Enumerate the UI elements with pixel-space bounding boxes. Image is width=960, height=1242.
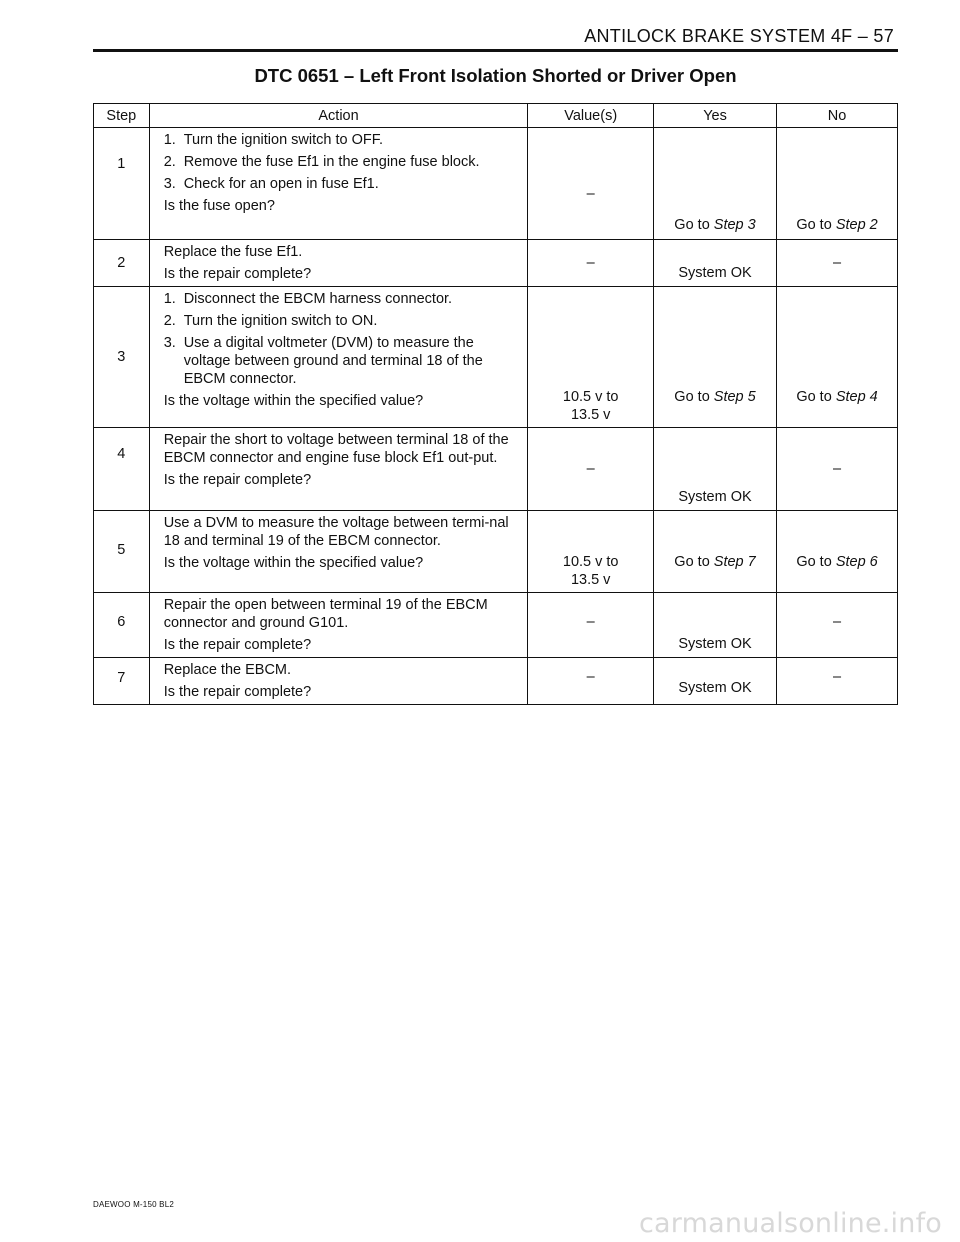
- column-header-values: Value(s): [528, 104, 654, 128]
- yes-cell: [653, 240, 776, 287]
- no-cell: [777, 287, 898, 428]
- yes-cell: [653, 593, 776, 658]
- step-cell: [94, 428, 150, 511]
- value-cell: [528, 128, 654, 240]
- step-cell: [94, 287, 150, 428]
- table-row-step-6: [94, 593, 898, 658]
- watermark-text: carmanualsonline.info: [639, 1208, 942, 1239]
- yes-cell: [653, 658, 776, 705]
- step-number: 4: [117, 446, 126, 462]
- action-question: Is the repair complete?: [163, 637, 312, 653]
- no-cell: [777, 593, 898, 658]
- column-header-yes: Yes: [653, 104, 776, 128]
- action-cell: [149, 593, 528, 658]
- value-text: –: [586, 461, 595, 477]
- table-header-row: [94, 104, 898, 128]
- yes-text: System OK: [678, 680, 752, 696]
- action-question: Is the voltage within the specified value?: [163, 393, 424, 409]
- action-cell: [149, 658, 528, 705]
- step-cell: [94, 128, 150, 240]
- no-text: –: [832, 669, 842, 685]
- action-item: 2. Turn the ignition switch to ON.: [163, 313, 378, 329]
- yes-goto: Go to Step 7: [674, 554, 756, 570]
- table-row-step-2: [94, 240, 898, 287]
- action-text: Repair the open between terminal 19 of the EBCM connector and ground G101.: [163, 597, 488, 631]
- no-cell: [777, 240, 898, 287]
- value-cell: [528, 240, 654, 287]
- table-row-step-4: [94, 428, 898, 511]
- action-item: 1. Turn the ignition switch to OFF.: [163, 132, 384, 148]
- no-text: –: [832, 461, 842, 477]
- step-cell: [94, 658, 150, 705]
- action-text: Repair the short to voltage between terminal 18 of the EBCM connector and engine fuse block Ef1 out-put.: [163, 432, 509, 466]
- value-cell: [528, 658, 654, 705]
- document-code: DAEWOO M-150 BL2: [93, 1200, 175, 1209]
- action-cell: [149, 240, 528, 287]
- diagnostic-table: [93, 103, 898, 705]
- value-text: 10.5 v to 13.5 v: [562, 389, 619, 423]
- value-text: –: [586, 614, 595, 630]
- action-item: 3. Use a digital voltmeter (DVM) to measure the voltage between ground and terminal 18 of the EBCM connector.: [163, 335, 483, 387]
- action-question: Is the voltage within the specified value?: [163, 555, 424, 571]
- action-cell: [149, 511, 528, 593]
- step-number: 6: [117, 614, 126, 630]
- table-row-step-1: [94, 128, 898, 240]
- step-number: 2: [117, 255, 126, 271]
- action-question: Is the fuse open?: [163, 198, 275, 214]
- value-text: –: [586, 255, 595, 271]
- yes-text: System OK: [678, 265, 752, 281]
- no-text: –: [832, 614, 842, 630]
- no-goto: Go to Step 6: [796, 554, 878, 570]
- no-cell: [777, 658, 898, 705]
- action-question: Is the repair complete?: [163, 684, 312, 700]
- action-item: 1. Disconnect the EBCM harness connector.: [163, 291, 453, 307]
- no-cell: [777, 128, 898, 240]
- no-cell: [777, 428, 898, 511]
- step-number: 7: [117, 670, 126, 686]
- value-text: –: [586, 669, 595, 685]
- no-goto: Go to Step 4: [796, 389, 878, 405]
- yes-goto: Go to Step 5: [674, 389, 756, 405]
- action-cell: [149, 428, 528, 511]
- value-cell: [528, 511, 654, 593]
- value-text: 10.5 v to 13.5 v: [562, 554, 619, 588]
- action-cell: [149, 287, 528, 428]
- table-row-step-3: [94, 287, 898, 428]
- yes-text: System OK: [678, 489, 752, 505]
- value-text: –: [586, 186, 595, 202]
- column-header-step: Step: [94, 104, 150, 128]
- action-text: Replace the EBCM.: [163, 662, 292, 678]
- value-cell: [528, 287, 654, 428]
- step-number: 5: [117, 542, 126, 558]
- step-cell: [94, 240, 150, 287]
- table-row-step-7: [94, 658, 898, 705]
- action-item: 3. Check for an open in fuse Ef1.: [163, 176, 379, 192]
- yes-cell: [653, 287, 776, 428]
- header-rule: [93, 49, 898, 52]
- action-question: Is the repair complete?: [163, 472, 312, 488]
- yes-cell: [653, 511, 776, 593]
- column-header-action: Action: [149, 104, 528, 128]
- yes-goto: Go to Step 3: [674, 217, 756, 233]
- step-number: 1: [117, 156, 126, 172]
- action-cell: [149, 128, 528, 240]
- step-cell: [94, 593, 150, 658]
- no-goto: Go to Step 2: [796, 217, 878, 233]
- step-cell: [94, 511, 150, 593]
- action-text: Use a DVM to measure the voltage between termi-nal 18 and terminal 19 of the EBCM connector.: [163, 515, 509, 549]
- no-cell: [777, 511, 898, 593]
- value-cell: [528, 428, 654, 511]
- yes-cell: [653, 128, 776, 240]
- yes-text: System OK: [678, 636, 752, 652]
- action-text: Replace the fuse Ef1.: [163, 244, 303, 260]
- page-title: DTC 0651 – Left Front Isolation Shorted or Driver Open: [254, 65, 737, 86]
- value-cell: [528, 593, 654, 658]
- action-item: 2. Remove the fuse Ef1 in the engine fuse block.: [163, 154, 480, 170]
- no-text: –: [832, 255, 842, 271]
- yes-cell: [653, 428, 776, 511]
- table-row-step-5: [94, 511, 898, 593]
- action-question: Is the repair complete?: [163, 266, 312, 282]
- step-number: 3: [117, 349, 126, 365]
- column-header-no: No: [777, 104, 898, 128]
- running-header: ANTILOCK BRAKE SYSTEM 4F – 57: [584, 26, 894, 46]
